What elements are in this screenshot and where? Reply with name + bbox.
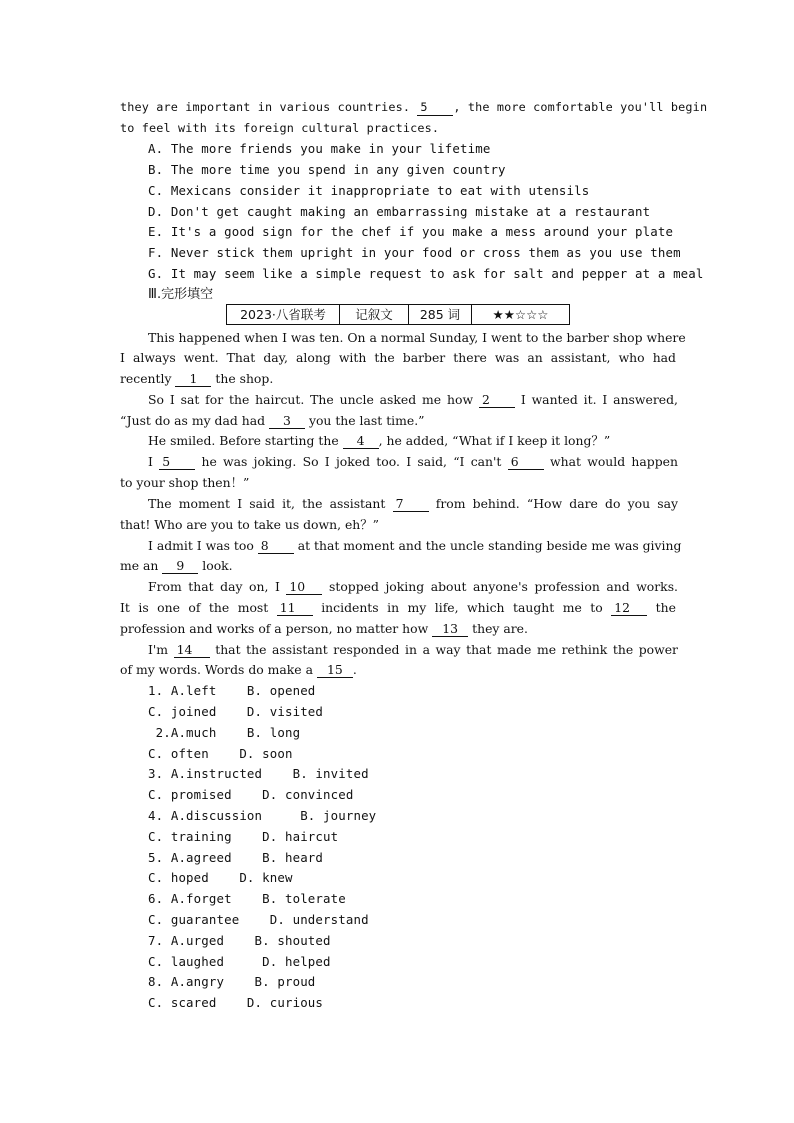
passage-line: So I sat for the haircut. The uncle asked me how 2 I wanted it. I answered, (148, 392, 678, 407)
passage-line: that! Who are you to take us down, eh？” (120, 517, 380, 532)
answer-option-line: 7. A.urged B. shouted (148, 933, 331, 948)
tag-bar (226, 304, 570, 325)
answer-option-line: C. joined D. visited (148, 704, 324, 719)
passage-line: “Just do as my dad had 3 you the last time.” (120, 413, 425, 428)
option-g: G. It may seem like a simple request to ask for salt and pepper at a meal (148, 266, 704, 281)
option-e: E. It's a good sign for the chef if you make a mess around your plate (148, 224, 674, 239)
passage-line: recently 1 the shop. (120, 371, 274, 386)
option-c: C. Mexicans consider it inappropriate to eat with utensils (148, 183, 590, 198)
option-f: F. Never stick them upright in your food or cross them as you use them (148, 245, 681, 260)
tag-genre: 记叙文 (340, 305, 409, 325)
blank-3[interactable]: 3 (269, 413, 305, 429)
answer-option-line: 4. A.discussion B. journey (148, 808, 377, 823)
answer-option-line: 1. A.left B. opened (148, 683, 316, 698)
passage-line: From that day on, I 10 stopped joking about anyone's profession and works. (148, 579, 678, 594)
passage-line: He smiled. Before starting the 4 , he added, “What if I keep it long？” (148, 433, 611, 448)
blank-6[interactable]: 6 (508, 454, 544, 470)
passage-line: I admit I was too 8 at that moment and the uncle standing beside me was giving (148, 538, 682, 553)
blank-9[interactable]: 9 (162, 558, 198, 574)
blank-8[interactable]: 8 (258, 538, 294, 554)
passage-line: I always went. That day, along with the barber there was an assistant, who had (120, 350, 676, 365)
option-b: B. The more time you spend in any given country (148, 162, 506, 177)
blank-12[interactable]: 12 (611, 600, 647, 616)
passage-line: This happened when I was ten. On a normal Sunday, I went to the barber shop where (148, 330, 686, 345)
intro-line-1: they are important in various countries. 5 , the more comfortable you'll begin (120, 100, 708, 114)
passage-line: to your shop then！” (120, 475, 250, 490)
tag-word-count: 285 词 (409, 305, 472, 325)
option-d: D. Don't get caught making an embarrassing mistake at a restaurant (148, 204, 651, 219)
passage-line: It is one of the most 11 incidents in my life, which taught me to 12 the (120, 600, 676, 615)
blank-10[interactable]: 10 (286, 579, 322, 595)
blank-11[interactable]: 11 (277, 600, 313, 616)
tag-difficulty: ★★☆☆☆ (472, 305, 570, 325)
blank-13[interactable]: 13 (432, 621, 468, 637)
answer-option-line: C. laughed D. helped (148, 954, 331, 969)
passage-line: me an 9 look. (120, 558, 233, 573)
option-a: A. The more friends you make in your lifetime (148, 141, 491, 156)
blank-5b[interactable]: 5 (159, 454, 195, 470)
passage-line: of my words. Words do make a 15 . (120, 662, 357, 677)
section-title: Ⅲ.完形填空 (148, 287, 214, 302)
passage-line: I'm 14 that the assistant responded in a way that made me rethink the power (148, 642, 678, 657)
blank-2[interactable]: 2 (479, 392, 515, 408)
passage-line: The moment I said it, the assistant 7 from behind. “How dare do you say (148, 496, 678, 511)
answer-option-line: C. promised D. convinced (148, 787, 354, 802)
answer-option-line: 6. A.forget B. tolerate (148, 891, 346, 906)
answer-option-line: 3. A.instructed B. invited (148, 766, 369, 781)
answer-option-line: C. hoped D. knew (148, 870, 293, 885)
answer-option-line: 2.A.much B. long (148, 725, 301, 740)
answer-option-line: C. training D. haircut (148, 829, 339, 844)
tag-source: 2023·八省联考 (227, 305, 340, 325)
passage-line: profession and works of a person, no matter how 13 they are. (120, 621, 528, 636)
blank-4[interactable]: 4 (343, 433, 379, 449)
blank-1[interactable]: 1 (175, 371, 211, 387)
passage-line: I 5 he was joking. So I joked too. I said, “I can't 6 what would happen (148, 454, 678, 469)
answer-option-line: C. often D. soon (148, 746, 293, 761)
answer-option-line: 8. A.angry B. proud (148, 974, 316, 989)
blank-5[interactable]: 5 (417, 100, 453, 116)
blank-7[interactable]: 7 (393, 496, 429, 512)
intro-line-2: to feel with its foreign cultural practices. (120, 121, 440, 135)
answer-option-line: C. scared D. curious (148, 995, 324, 1010)
answer-option-line: 5. A.agreed B. heard (148, 850, 324, 865)
blank-15[interactable]: 15 (317, 662, 353, 678)
answer-option-line: C. guarantee D. understand (148, 912, 369, 927)
blank-14[interactable]: 14 (174, 642, 210, 658)
